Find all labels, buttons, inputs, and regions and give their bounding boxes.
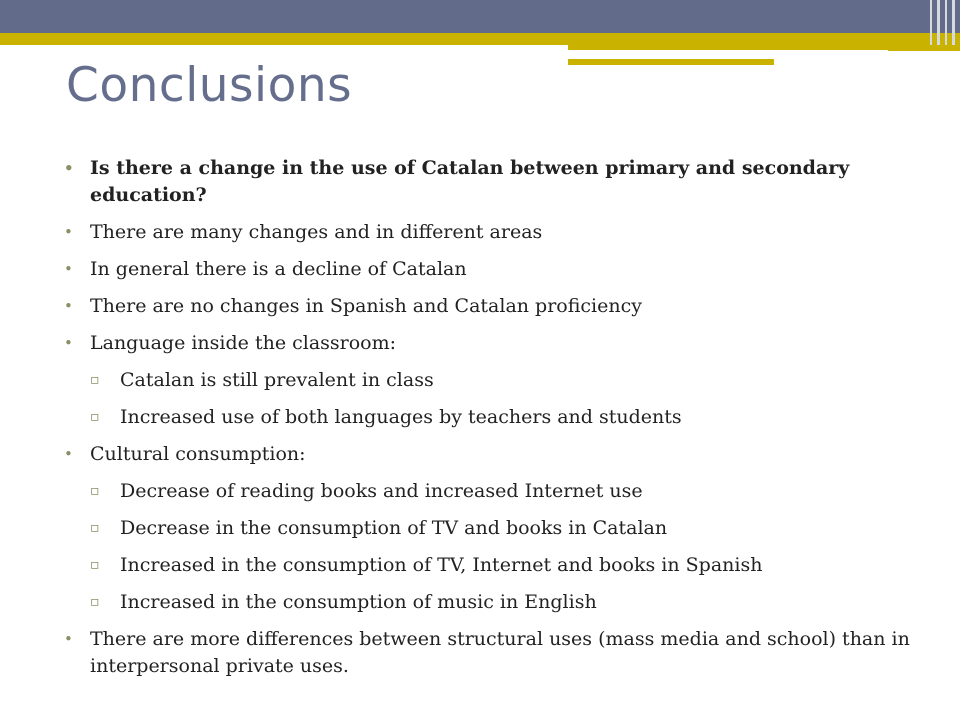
header-stripe bbox=[937, 0, 940, 45]
square-bullet-icon: ▫ bbox=[90, 372, 100, 388]
header-stripe bbox=[952, 0, 955, 45]
sub-bullet-item bbox=[64, 552, 934, 579]
bullet-text: Decrease of reading books and increased Internet use bbox=[120, 480, 643, 502]
bullet-text: Cultural consumption: bbox=[90, 443, 306, 465]
sub-bullet-item bbox=[64, 515, 934, 542]
bullet-item bbox=[64, 256, 934, 283]
dot-bullet-icon: • bbox=[64, 159, 74, 177]
dot-bullet-icon: • bbox=[64, 445, 73, 463]
bullet-text: Is there a change in the use of Catalan between primary and secondary education? bbox=[90, 157, 850, 206]
header-stripe bbox=[945, 0, 947, 45]
sub-bullet-item bbox=[64, 404, 934, 431]
bullet-text: There are no changes in Spanish and Catalan proficiency bbox=[90, 295, 642, 317]
bullet-list bbox=[64, 155, 934, 680]
bullet-item bbox=[64, 626, 934, 680]
square-bullet-icon: ▫ bbox=[90, 483, 100, 499]
bullet-text: Language inside the classroom: bbox=[90, 332, 397, 354]
square-bullet-icon: ▫ bbox=[90, 409, 100, 425]
dot-bullet-icon: • bbox=[64, 297, 73, 315]
dot-bullet-icon: • bbox=[64, 334, 73, 352]
dot-bullet-icon: • bbox=[64, 223, 73, 241]
slide-body bbox=[64, 155, 934, 690]
bullet-text: There are many changes and in different areas bbox=[90, 221, 543, 243]
bullet-text: Catalan is still prevalent in class bbox=[120, 369, 434, 391]
bullet-item bbox=[64, 293, 934, 320]
square-bullet-icon: ▫ bbox=[90, 520, 100, 536]
bullet-text: Increased in the consumption of TV, Internet and books in Spanish bbox=[120, 554, 763, 576]
bullet-item bbox=[64, 219, 934, 246]
accent-strip bbox=[0, 33, 960, 45]
header-bar bbox=[0, 0, 960, 33]
sub-bullet-item bbox=[64, 478, 934, 505]
header-stripe bbox=[930, 0, 932, 45]
dot-bullet-icon: • bbox=[64, 260, 73, 278]
sub-bullet-item bbox=[64, 589, 934, 616]
accent-thin-bar bbox=[568, 59, 774, 65]
sub-bullet-item bbox=[64, 367, 934, 394]
bullet-text: In general there is a decline of Catalan bbox=[90, 258, 467, 280]
accent-divider-line bbox=[568, 50, 888, 52]
square-bullet-icon: ▫ bbox=[90, 594, 100, 610]
bullet-text: Increased use of both languages by teachers and students bbox=[120, 406, 682, 428]
slide-title: Conclusions bbox=[66, 58, 353, 113]
bullet-item bbox=[64, 155, 934, 209]
dot-bullet-icon: • bbox=[64, 630, 73, 648]
bullet-text: There are more differences between structural uses (mass media and school) than in interpersonal private uses. bbox=[90, 628, 910, 677]
bullet-item bbox=[64, 441, 934, 468]
bullet-text: Decrease in the consumption of TV and books in Catalan bbox=[120, 517, 668, 539]
square-bullet-icon: ▫ bbox=[90, 557, 100, 573]
bullet-item bbox=[64, 330, 934, 357]
bullet-text: Increased in the consumption of music in English bbox=[120, 591, 597, 613]
